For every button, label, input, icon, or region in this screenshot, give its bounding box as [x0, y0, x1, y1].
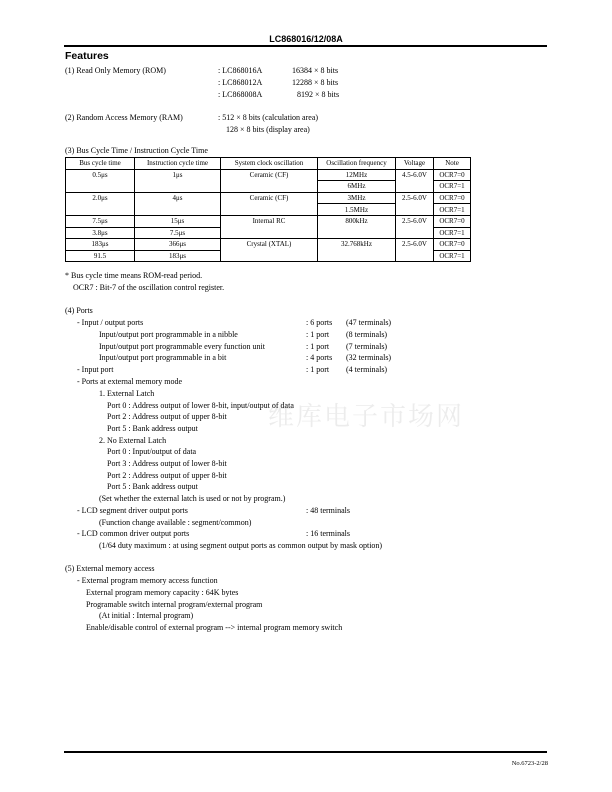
rom-model-2: : LC868012A — [218, 78, 263, 87]
cell-bus-cycle: 91.5 — [66, 250, 135, 262]
ports-input-terminals: (4 terminals) — [346, 365, 388, 374]
ports-nibble-count: : 1 port — [306, 330, 330, 339]
cell-bus-cycle: 3.8μs — [66, 227, 135, 239]
col-header-bus-cycle: Bus cycle time — [66, 158, 135, 170]
col-header-osc-frequency: Oscillation frequency — [318, 158, 396, 170]
col-header-voltage: Voltage — [396, 158, 434, 170]
ports-latch-note: (Set whether the external latch is used or not by program.) — [99, 494, 286, 503]
cell-bus-cycle: 2.0μs — [66, 192, 135, 215]
ports-lcd-segment-count: : 48 terminals — [306, 506, 350, 515]
cell-voltage: 2.5-6.0V — [396, 215, 434, 238]
ports-no-latch-port0: Port 0 : Input/output of data — [107, 447, 197, 456]
col-header-note: Note — [434, 158, 471, 170]
ports-nibble-terminals: (8 terminals) — [346, 330, 388, 339]
cell-voltage: 2.5-6.0V — [396, 192, 434, 215]
cell-note: OCR7=1 — [434, 227, 471, 239]
ports-bit-count: : 4 ports — [306, 353, 333, 362]
ram-label: (2) Random Access Memory (RAM) — [65, 113, 183, 122]
ports-lcd-segment: - LCD segment driver output ports — [77, 506, 188, 515]
ports-no-latch-port3: Port 3 : Address output of lower 8-bit — [107, 459, 227, 468]
extmem-initial: (At initial : Internal program) — [99, 611, 194, 620]
ports-title: (4) Ports — [65, 306, 93, 315]
extmem-capacity: External program memory capacity : 64K bytes — [86, 588, 239, 597]
rom-model-1: : LC868016A — [218, 66, 263, 75]
rom-model-3: : LC868008A — [218, 90, 263, 99]
cell-frequency: 12MHz — [318, 169, 396, 181]
ports-ext-mode: - Ports at external memory mode — [77, 377, 183, 386]
ports-nibble: Input/output port programmable in a nibble — [99, 330, 238, 339]
extmem-function: - External program memory access function — [77, 576, 218, 585]
cell-frequency: 800kHz — [318, 215, 396, 238]
features-title: Features — [65, 50, 109, 62]
ports-lcd-common-count: : 16 terminals — [306, 529, 350, 538]
cell-frequency: 1.5MHz — [318, 204, 396, 216]
cell-bus-cycle: 7.5μs — [66, 215, 135, 227]
ports-no-latch-port5: Port 5 : Bank address output — [107, 482, 198, 491]
table-row — [66, 169, 471, 181]
extmem-title: (5) External memory access — [65, 564, 155, 573]
ports-function-count: : 1 port — [306, 342, 330, 351]
ram-line-1: : 512 × 8 bits (calculation area) — [218, 113, 319, 122]
col-header-system-clock: System clock oscillation — [221, 158, 318, 170]
rom-size-1: 16384 × 8 bits — [292, 66, 339, 75]
ports-ext-latch: 1. External Latch — [99, 389, 155, 398]
bus-note-1: * Bus cycle time means ROM-read period. — [65, 271, 203, 280]
cell-note: OCR7=0 — [434, 239, 471, 251]
extmem-enable: Enable/disable control of external program --> internal program memory switch — [86, 623, 343, 632]
cell-instruction-cycle: 4μs — [135, 192, 221, 215]
cell-frequency: 3MHz — [318, 192, 396, 204]
table-header-row — [66, 158, 471, 170]
ports-bit: Input/output port programmable in a bit — [99, 353, 227, 362]
table-row — [66, 192, 471, 204]
cell-oscillation-type: Crystal (XTAL) — [221, 239, 318, 262]
ports-io-terminals: (47 terminals) — [346, 318, 392, 327]
ports-io: - Input / output ports — [77, 318, 144, 327]
col-header-instruction-cycle: Instruction cycle time — [135, 158, 221, 170]
ports-ext-latch-port2: Port 2 : Address output of upper 8-bit — [107, 412, 227, 421]
cell-instruction-cycle: 1μs — [135, 169, 221, 192]
cell-voltage: 4.5-6.0V — [396, 169, 434, 192]
ports-ext-latch-port5: Port 5 : Bank address output — [107, 424, 198, 433]
ram-line-2: 128 × 8 bits (display area) — [226, 125, 310, 134]
page-header-part-number: LC868016/12/08A — [269, 34, 343, 44]
ports-function-terminals: (7 terminals) — [346, 342, 388, 351]
cell-instruction-cycle: 366μs — [135, 239, 221, 251]
cell-note: OCR7=0 — [434, 192, 471, 204]
ports-bit-terminals: (32 terminals) — [346, 353, 392, 362]
table-row — [66, 215, 471, 227]
cell-instruction-cycle: 7.5μs — [135, 227, 221, 239]
bus-cycle-table — [65, 157, 471, 262]
page-number: No.6723-2/28 — [511, 760, 548, 767]
cell-note: OCR7=1 — [434, 250, 471, 262]
ports-input-count: : 1 port — [306, 365, 330, 374]
ports-no-latch-port2: Port 2 : Address output of upper 8-bit — [107, 471, 227, 480]
cell-note: OCR7=0 — [434, 215, 471, 227]
cell-oscillation-type: Ceramic (CF) — [221, 192, 318, 215]
ports-ext-latch-port0: Port 0 : Address output of lower 8-bit, input/output of data — [107, 401, 294, 410]
cell-note: OCR7=0 — [434, 169, 471, 181]
rom-label: (1) Read Only Memory (ROM) — [65, 66, 166, 75]
ports-input: - Input port — [77, 365, 114, 374]
ports-lcd-common: - LCD common driver output ports — [77, 529, 190, 538]
cell-instruction-cycle: 15μs — [135, 215, 221, 227]
cell-bus-cycle: 183μs — [66, 239, 135, 251]
watermark: 维库电子市场网 — [268, 402, 465, 432]
ports-no-latch: 2. No External Latch — [99, 436, 167, 445]
rom-size-3: 8192 × 8 bits — [297, 90, 340, 99]
cell-note: OCR7=1 — [434, 181, 471, 193]
cell-oscillation-type: Ceramic (CF) — [221, 169, 318, 192]
table-row — [66, 239, 471, 251]
extmem-switch: Programable switch internal program/external program — [86, 600, 263, 609]
ports-function-unit: Input/output port programmable every function unit — [99, 342, 265, 351]
header-rule — [64, 45, 547, 47]
rom-size-2: 12288 × 8 bits — [292, 78, 339, 87]
ports-io-count: : 6 ports — [306, 318, 333, 327]
cell-oscillation-type: Internal RC — [221, 215, 318, 238]
cell-instruction-cycle: 183μs — [135, 250, 221, 262]
ports-lcd-segment-note: (Function change available : segment/common) — [99, 518, 252, 527]
cell-bus-cycle: 0.5μs — [66, 169, 135, 192]
cell-frequency: 32.768kHz — [318, 239, 396, 262]
cell-frequency: 6MHz — [318, 181, 396, 193]
cell-voltage: 2.5-6.0V — [396, 239, 434, 262]
footer-rule — [64, 751, 547, 753]
ports-lcd-common-note: (1/64 duty maximum : at using segment output ports as common output by mask option) — [99, 541, 383, 550]
bus-cycle-title: (3) Bus Cycle Time / Instruction Cycle Time — [65, 146, 208, 155]
cell-note: OCR7=1 — [434, 204, 471, 216]
bus-note-2: OCR7 : Bit-7 of the oscillation control register. — [73, 283, 225, 292]
